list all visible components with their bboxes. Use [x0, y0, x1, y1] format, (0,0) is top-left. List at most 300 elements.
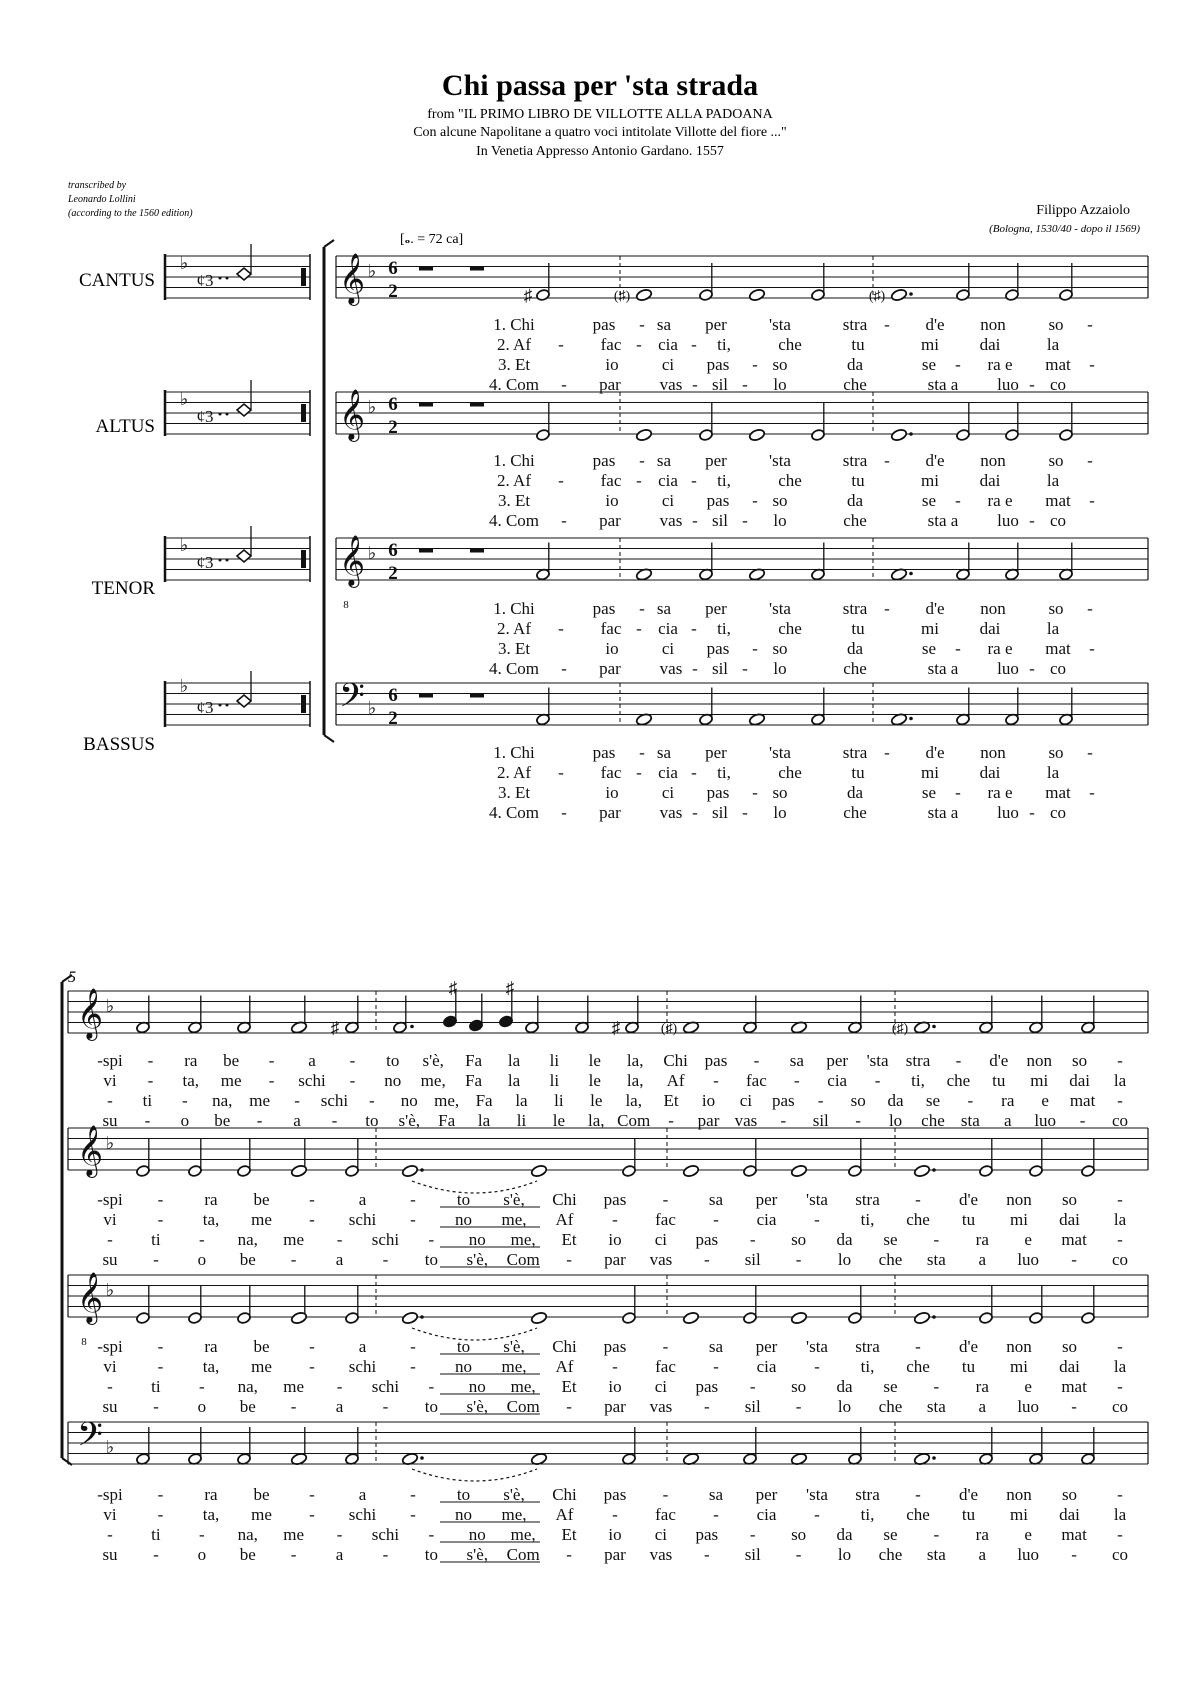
lyric-syllable: - [1071, 1545, 1077, 1564]
augmentation-dot [420, 1456, 424, 1460]
time-signature-numerator: 6 [388, 394, 398, 415]
treble-clef-icon: 𝄞 [76, 1126, 104, 1175]
lyric-syllable: sil [711, 803, 729, 822]
lyric-syllable: vas [659, 803, 683, 822]
lyric-syllable: s'è, [503, 1485, 525, 1504]
lyric-syllable: fac [600, 471, 622, 490]
lyric-syllable: - [1029, 803, 1035, 822]
lyric-syllable: lo [837, 1250, 852, 1269]
lyric-syllable: so [1061, 1337, 1078, 1356]
augmentation-dot [909, 572, 913, 576]
lyric-syllable: - [795, 1545, 802, 1564]
dotted-whole-note [913, 1311, 930, 1325]
lyric-syllable: me, [510, 1525, 536, 1544]
lyric-syllable: - [713, 1505, 719, 1524]
lyric-syllable: luo [997, 659, 1019, 678]
lyric-syllable: me, [501, 1210, 527, 1229]
lyric-syllable: par [604, 1397, 626, 1416]
lyric-syllable: dai [979, 763, 1001, 782]
lyric-syllable: Af [555, 1357, 574, 1376]
time-signature-denominator: 2 [388, 417, 398, 438]
mensuration-sign: ¢3 [196, 271, 214, 290]
lyric-syllable: se [921, 783, 937, 802]
lyric-syllable: stra [905, 1051, 931, 1070]
lyric-syllable: par [599, 511, 621, 530]
lyric-syllable: vas [659, 511, 683, 530]
treble-clef-icon: 𝄞 [76, 989, 104, 1038]
half-note [1029, 1286, 1044, 1324]
half-note [979, 1286, 994, 1324]
lyric-syllable: 'sta [806, 1337, 828, 1356]
key-signature-flat: ♭ [367, 261, 377, 281]
subtitle-line-2: Con alcune Napolitane a quatro voci intitolate Villotte del fiore ..." [413, 125, 787, 140]
lyric-syllable: mat [1045, 639, 1071, 658]
lyric-syllable: lo [837, 1545, 852, 1564]
lyric-syllable: - [692, 659, 698, 678]
lyric-syllable: li [549, 1071, 560, 1090]
lyric-syllable: - [410, 1505, 416, 1524]
lyric-syllable: - [1029, 375, 1035, 394]
half-note [237, 1286, 252, 1324]
lyric-syllable: me, [510, 1230, 536, 1249]
lyric-syllable: - [198, 1377, 205, 1396]
lyric-syllable: - [691, 471, 697, 490]
lyric-syllable: sil [711, 375, 729, 394]
lyric-syllable: sil [744, 1397, 761, 1416]
lyric-syllable: la, [588, 1111, 605, 1130]
lyric-syllable: - [157, 1190, 164, 1209]
lyric-syllable: 3. Et [497, 639, 531, 658]
lyric-syllable: so [772, 491, 788, 510]
treble-clef-icon: 𝄞 [76, 1273, 104, 1322]
lyric-syllable: 'sta [806, 1190, 828, 1209]
lyric-syllable: a [335, 1397, 344, 1416]
lyric-syllable: schi [371, 1230, 400, 1249]
lyric-syllable: - [691, 619, 697, 638]
notehead [682, 1311, 699, 1325]
lyric-syllable: - [639, 451, 645, 470]
lyric-syllable: so [1048, 743, 1064, 762]
half-note [536, 403, 551, 441]
lyric-syllable: 2. Af [497, 619, 531, 638]
lyric-syllable: - [382, 1545, 389, 1564]
lyric-syllable: che [778, 335, 802, 354]
lyric-syllable: Fa [465, 1051, 483, 1070]
dotted-whole-note [890, 428, 907, 442]
lyric-syllable: li [516, 1111, 527, 1130]
lyric-syllable: s'è, [422, 1051, 444, 1070]
lyric-syllable: e [1024, 1230, 1032, 1249]
notehead [401, 1311, 418, 1325]
sharp-accidental: ♯ [505, 978, 515, 998]
lyric-syllable: be [239, 1545, 256, 1564]
lyric-syllable: - [1071, 1397, 1077, 1416]
notehead [748, 428, 765, 442]
lyric-syllable: sa [656, 451, 672, 470]
lyric-syllable: co [1049, 659, 1067, 678]
lyric-syllable: vas [659, 659, 683, 678]
lyric-syllable: - [566, 1545, 572, 1564]
half-note [1029, 1139, 1044, 1177]
lyric-syllable: pas [695, 1230, 719, 1249]
lyric-syllable: luo [997, 375, 1019, 394]
notehead [635, 428, 652, 442]
lyric-syllable: - [713, 1357, 719, 1376]
lyric-syllable: be [223, 1051, 240, 1070]
lyric-syllable: - [742, 659, 748, 678]
lyric-syllable: Et [663, 1091, 679, 1110]
lyric-syllable: da [836, 1230, 853, 1249]
notehead [748, 288, 765, 302]
lyric-syllable: 1. Chi [493, 599, 535, 618]
lyric-syllable: - [692, 375, 698, 394]
lyric-syllable: - [198, 1525, 205, 1544]
lyric-syllable: la [1046, 335, 1060, 354]
lyric-syllable: schi [371, 1377, 400, 1396]
lyric-syllable: d'e [925, 743, 945, 762]
lyric-syllable: la [507, 1051, 521, 1070]
key-signature-flat: ♭ [105, 1133, 115, 1153]
lyric-syllable: pas [706, 783, 730, 802]
lyric-syllable: per [755, 1337, 778, 1356]
lyric-syllable: pas [592, 451, 616, 470]
lyric-syllable: cia [658, 335, 678, 354]
lyric-syllable: mi [921, 471, 939, 490]
lyric-syllable: vas [649, 1250, 673, 1269]
lyric-syllable: - [955, 355, 961, 374]
lyric-syllable: to [456, 1190, 471, 1209]
lyric-syllable: pas [603, 1190, 627, 1209]
lyric-syllable: io [605, 783, 619, 802]
lyric-syllable: la [1046, 763, 1060, 782]
lyric-syllable: non [980, 743, 1006, 762]
lyric-syllable: - [1089, 639, 1095, 658]
incipit-note [237, 268, 251, 280]
lyric-syllable: - [309, 1505, 315, 1524]
lyric-syllable: to [456, 1485, 471, 1504]
lyric-syllable: ra e [987, 355, 1013, 374]
incipit-custos [301, 404, 306, 422]
lyric-syllable: sta a [927, 803, 959, 822]
lyric-syllable: che [946, 1071, 971, 1090]
lyric-syllable: a [335, 1250, 344, 1269]
lyric-syllable: mat [1045, 355, 1071, 374]
lyric-syllable: so [1048, 315, 1064, 334]
lyric-syllable: lo [888, 1111, 903, 1130]
lyric-syllable: - [1029, 659, 1035, 678]
lyric-syllable: me [251, 1357, 272, 1376]
lyric-syllable: - [410, 1357, 416, 1376]
lyric-syllable: - [428, 1525, 435, 1544]
lyric-syllable: - [639, 315, 645, 334]
lyric-syllable: so [1061, 1190, 1078, 1209]
lyric-syllable: - [309, 1337, 315, 1356]
lyric-syllable: da [846, 491, 864, 510]
lyric-syllable: sa [708, 1190, 724, 1209]
lyric-syllable: - [703, 1397, 710, 1416]
lyric-syllable: par [604, 1250, 626, 1269]
lyric-syllable: 'sta [769, 743, 791, 762]
key-signature-flat: ♭ [105, 1437, 115, 1457]
lyric-syllable: stra [855, 1485, 880, 1504]
lyric-syllable: vi [103, 1505, 117, 1524]
lyric-syllable: ci [661, 783, 675, 802]
lyric-syllable: tu [961, 1505, 976, 1524]
lyric-syllable: - [749, 1525, 756, 1544]
incipit-custos [301, 695, 306, 713]
lyric-syllable: se [883, 1230, 898, 1249]
lyric-syllable: - [742, 511, 748, 530]
lyric-syllable: la [477, 1111, 491, 1130]
lyric-syllable: - [309, 1485, 315, 1504]
notehead [530, 1164, 547, 1178]
lyric-syllable: - [933, 1525, 940, 1544]
half-note [743, 1286, 758, 1324]
lyric-syllable: sta a [927, 375, 959, 394]
lyric-syllable: e [1024, 1377, 1032, 1396]
lyric-syllable: be [214, 1111, 231, 1130]
lyric-syllable: - [566, 1397, 572, 1416]
lyric-syllable: fac [655, 1210, 676, 1229]
lyric-syllable: - [558, 335, 564, 354]
lyric-syllable: Chi [663, 1051, 688, 1070]
lyric-syllable: me [283, 1377, 305, 1396]
half-note [848, 1139, 863, 1177]
lyric-syllable: me [251, 1210, 272, 1229]
lyric-syllable: stra [842, 451, 868, 470]
rest [419, 403, 433, 407]
lyric-syllable: io [605, 639, 619, 658]
rest [470, 403, 484, 407]
lyric-syllable: to [365, 1111, 379, 1130]
half-note [188, 1139, 203, 1177]
lyric-syllable: sta [926, 1397, 946, 1416]
lyric-syllable: le [588, 1071, 601, 1090]
whole-note [682, 1311, 699, 1325]
tempo-marking: [𝅝. = 72 ca] [400, 232, 464, 247]
voice-label-cantus: CANTUS [78, 270, 155, 291]
lyric-syllable: sa [656, 743, 672, 762]
treble-clef-icon: 𝄞 [338, 254, 366, 303]
lyric-syllable: par [599, 375, 621, 394]
incipit-dot [226, 704, 229, 707]
system-bracket [324, 735, 334, 742]
lyric-syllable: sil [744, 1545, 761, 1564]
lyric-syllable: che [843, 803, 867, 822]
lyric-syllable: d'e [958, 1485, 979, 1504]
key-signature-flat: ♭ [105, 1280, 115, 1300]
lyric-syllable: - [612, 1357, 618, 1376]
lyric-syllable: - [382, 1397, 389, 1416]
lyric-syllable: - [349, 1071, 356, 1090]
lyric-syllable: mi [921, 335, 939, 354]
lyric-syllable: Fa [438, 1111, 456, 1130]
lyric-syllable: o [197, 1545, 207, 1564]
lyric-syllable: - [793, 1071, 800, 1090]
lyric-syllable: - [1089, 355, 1095, 374]
rest [470, 549, 484, 553]
lyric-syllable: per [705, 599, 727, 618]
lyric-syllable: mat [1061, 1525, 1087, 1544]
lyric-syllable: - [181, 1091, 188, 1110]
lyric-syllable: dai [979, 619, 1001, 638]
lyric-syllable: sta a [927, 511, 959, 530]
lyric-syllable: - [382, 1250, 389, 1269]
treble-clef-icon: 𝄞 [338, 390, 366, 439]
lyric-syllable: per [705, 315, 727, 334]
lyric-syllable: la [1113, 1505, 1127, 1524]
lyric-syllable: da [846, 639, 864, 658]
lyric-syllable: 3. Et [497, 491, 531, 510]
composer-dates: (Bologna, 1530/40 - dopo il 1569) [989, 223, 1140, 235]
editorial-sharp: (♯) [868, 289, 886, 304]
lyric-syllable: ti [151, 1377, 161, 1396]
lyric-syllable: a [293, 1111, 301, 1130]
augmentation-dot [909, 292, 913, 296]
lyric-syllable: 4. Com [488, 511, 540, 530]
lyric-syllable: - [691, 763, 697, 782]
lyric-syllable: so [772, 639, 788, 658]
lyric-syllable: ti, [717, 471, 731, 490]
lyric-syllable: e [1041, 1091, 1049, 1110]
lyric-syllable: sa [789, 1051, 804, 1070]
lyric-syllable: 3. Et [497, 355, 531, 374]
lyric-syllable: vas [659, 375, 683, 394]
lyric-syllable: mat [1045, 491, 1071, 510]
lyric-syllable: - [668, 1111, 674, 1130]
lyric-syllable: - [915, 1190, 921, 1209]
lyric-syllable: - [410, 1190, 416, 1209]
lyric-syllable: - [691, 335, 697, 354]
whole-note [682, 1164, 699, 1178]
lyric-syllable: ci [661, 355, 675, 374]
half-note [979, 1139, 994, 1177]
lyric-syllable: ti, [717, 763, 731, 782]
notehead [790, 1164, 807, 1178]
lyric-syllable: par [604, 1545, 626, 1564]
lyric-syllable: o [197, 1397, 207, 1416]
lyric-syllable: s'è, [466, 1250, 489, 1269]
editorial-sharp: (♯) [613, 289, 631, 304]
lyric-syllable: la, [626, 1051, 644, 1070]
lyric-syllable: Af [666, 1071, 685, 1090]
lyric-syllable: - [1117, 1091, 1123, 1110]
lyric-syllable: pas [706, 639, 730, 658]
lyric-syllable: a [358, 1485, 367, 1504]
lyric-syllable: - [1087, 315, 1093, 334]
augmentation-dot [410, 1025, 414, 1029]
lyric-syllable: cia [658, 619, 678, 638]
lyric-syllable: - [410, 1337, 416, 1356]
lyric-syllable: to [456, 1337, 471, 1356]
lyric-syllable: - [1117, 1190, 1123, 1209]
lyric-syllable: a [358, 1190, 367, 1209]
lyric-syllable: no [468, 1230, 486, 1249]
lyric-syllable: to [424, 1250, 438, 1269]
half-note [1081, 1286, 1096, 1324]
lyric-syllable: ti [151, 1525, 161, 1544]
lyric-syllable: la [515, 1091, 528, 1110]
lyric-syllable: la [1046, 619, 1060, 638]
lyric-syllable: s'è, [398, 1111, 421, 1130]
lyric-syllable: - [198, 1230, 205, 1249]
lyric-syllable: be [253, 1337, 270, 1356]
whole-note [530, 1311, 547, 1325]
lyric-syllable: tu [992, 1071, 1006, 1090]
lyric-syllable: ti, [717, 619, 731, 638]
lyric-syllable: Com [506, 1545, 540, 1564]
mensuration-sign: ¢3 [196, 553, 214, 572]
subtitle-line-3: In Venetia Appresso Antonio Gardano. 1557 [476, 144, 724, 159]
lyric-syllable: - [428, 1377, 435, 1396]
dotted-whole-note [890, 288, 907, 302]
whole-note [748, 428, 765, 442]
lyric-syllable: fac [600, 763, 622, 782]
lyric-syllable: sa [708, 1337, 724, 1356]
lyric-syllable: mat [1069, 1091, 1096, 1110]
lyric-syllable: luo [1034, 1111, 1057, 1130]
lyric-syllable: Com [506, 1250, 540, 1269]
lyric-syllable: - [1117, 1051, 1123, 1070]
whole-note [790, 1311, 807, 1325]
key-signature-flat: ♭ [367, 397, 377, 417]
lyric-syllable: - [268, 1071, 275, 1090]
incipit-dot [219, 413, 222, 416]
half-note [699, 403, 714, 441]
lyric-syllable: - [1117, 1230, 1123, 1249]
lyric-syllable: a [1004, 1111, 1012, 1130]
lyric-syllable: ra e [987, 491, 1013, 510]
lyric-syllable: - [336, 1525, 343, 1544]
lyric-syllable: da [846, 355, 864, 374]
incipit-dot [219, 559, 222, 562]
augmentation-dot [909, 432, 913, 436]
lyric-syllable: d'e [958, 1337, 979, 1356]
lyric-syllable: ti, [860, 1210, 875, 1229]
lyric-syllable: o [197, 1250, 207, 1269]
composer: Filippo Azzaiolo [1036, 203, 1130, 218]
lyric-syllable: Chi [552, 1190, 577, 1209]
voice-label-altus: ALTUS [95, 416, 155, 437]
octave-marker: 8 [343, 599, 349, 611]
lyric-syllable: da [836, 1525, 853, 1544]
lyric-syllable: non [1006, 1485, 1032, 1504]
lyric-syllable: sta [926, 1545, 946, 1564]
augmentation-dot [932, 1025, 936, 1029]
lyric-syllable: be [239, 1397, 256, 1416]
lyric-syllable: Fa [465, 1071, 483, 1090]
lyric-syllable: le [590, 1091, 603, 1110]
lyric-syllable: su [102, 1545, 118, 1564]
lyric-syllable: - [884, 743, 890, 762]
whole-note [748, 288, 765, 302]
lyric-syllable: -spi [97, 1190, 123, 1209]
lyric-syllable: - [294, 1091, 300, 1110]
lyric-syllable: non [980, 599, 1006, 618]
lyric-syllable: - [157, 1357, 164, 1376]
incipit-dot [226, 277, 229, 280]
lyric-syllable: sil [744, 1250, 761, 1269]
lyric-syllable: la [507, 1071, 521, 1090]
lyric-syllable: mat [1061, 1377, 1087, 1396]
lyric-syllable: no [468, 1525, 486, 1544]
lyric-syllable: stra [855, 1190, 880, 1209]
lyric-syllable: - [1117, 1337, 1123, 1356]
lyric-syllable: ci [654, 1377, 668, 1396]
lyric-syllable: pas [695, 1525, 719, 1544]
lyric-syllable: ti, [911, 1071, 925, 1090]
lyric-syllable: - [107, 1230, 113, 1249]
